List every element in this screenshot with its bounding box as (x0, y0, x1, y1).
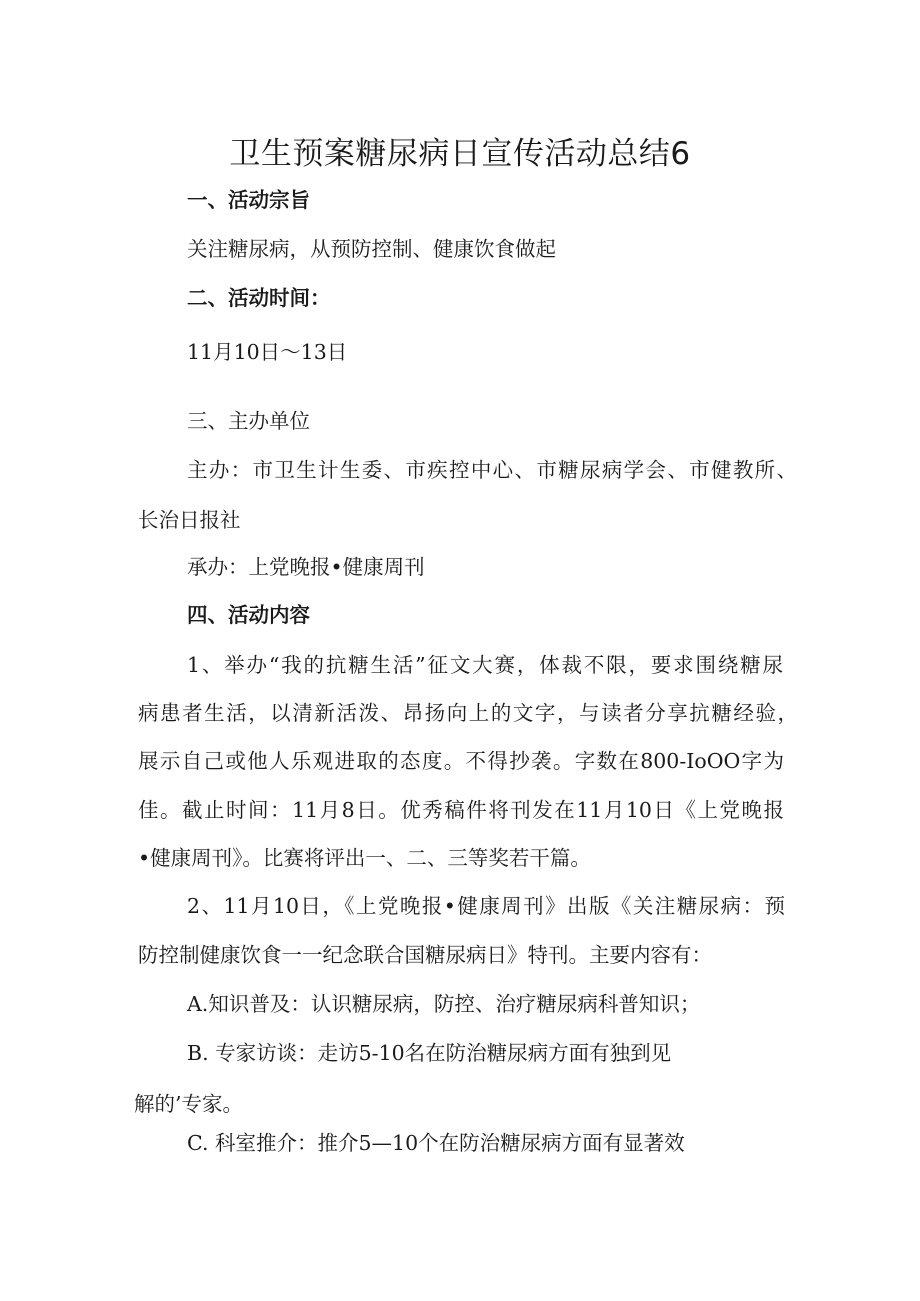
item1-line-5: •健康周刊》。比赛将评出一、二、三等奖若干篇。 (138, 846, 591, 870)
item2-line-1: 2、11月10日，《上党晚报•健康周刊》出版《关注糖尿病：预 (187, 894, 785, 918)
document-title: 卫生预案糖尿病日宣传活动总结6 (229, 136, 691, 172)
time-text: 11月10日～13日 (187, 340, 348, 364)
item1-line-1: 1、举办“我的抗糖生活”征文大赛，体裁不限，要求围绕糖尿 (187, 653, 783, 677)
item1-line-2: 病患者生活，以清新活泼、昂扬向上的文字，与读者分享抗糖经验， (138, 701, 798, 725)
organizer-text: 承办：上党晚报•健康周刊 (187, 555, 425, 579)
section-heading-time: 二、活动时间： (187, 286, 331, 310)
item-c-text: C. 科室推介：推介5—10个在防治糖尿病方面有显著效 (187, 1131, 685, 1155)
item-b-line-1: B. 专家访谈：走访5-10名在防治糖尿病方面有独到见 (187, 1041, 672, 1065)
item-b-line-2: 解的’专家。 (134, 1092, 244, 1116)
item1-line-3: 展示自己或他人乐观进取的态度。不得抄袭。字数在800-IoOO字为 (138, 749, 784, 773)
host-line-2: 长治日报社 (138, 508, 241, 532)
purpose-text: 关注糖尿病，从预防控制、健康饮食做起 (187, 237, 556, 261)
item-a-text: A.知识普及：认识糖尿病，防控、治疗糖尿病科普知识； (187, 992, 701, 1016)
item2-line-2: 防控制健康饮食一一纪念联合国糖尿病日》特刊。主要内容有： (138, 943, 712, 967)
section-heading-organizers: 三、主办单位 (187, 409, 310, 433)
section-heading-purpose: 一、活动宗旨 (187, 188, 310, 212)
host-line-1: 主办：市卫生计生委、市疾控中心、市糖尿病学会、市健教所、 (187, 458, 797, 482)
section-heading-content: 四、活动内容 (187, 603, 310, 627)
item1-line-4: 佳。截止时间：11月8日。优秀稿件将刊发在11月10日《上党晚报 (138, 798, 784, 822)
